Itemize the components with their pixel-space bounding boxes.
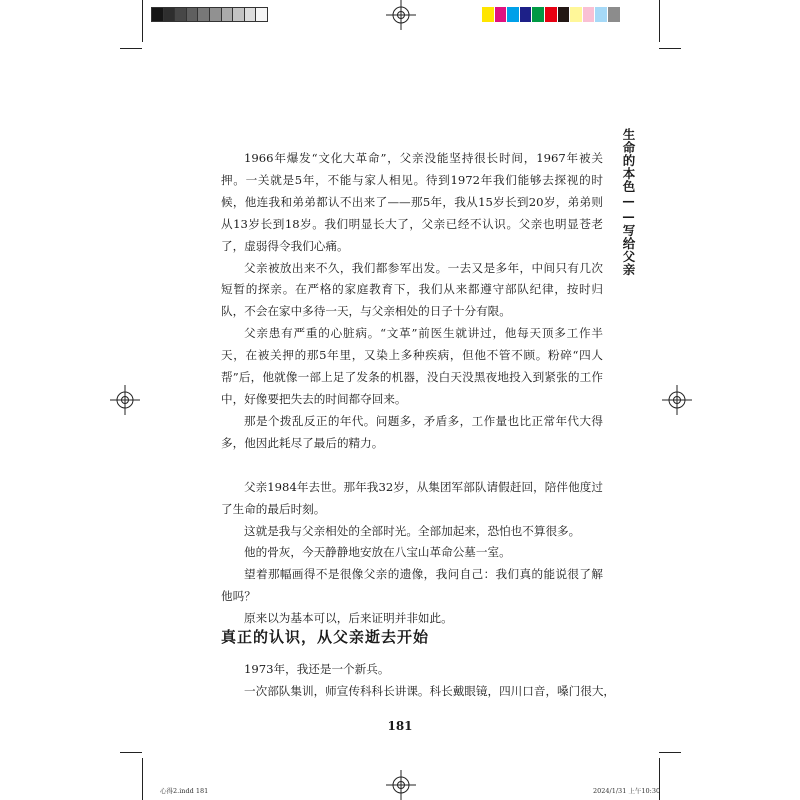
color-swatch xyxy=(595,7,608,22)
paragraph: 1973年，我还是一个新兵。 xyxy=(244,662,390,676)
crop-mark xyxy=(142,758,143,800)
article-body xyxy=(221,148,603,630)
color-swatch xyxy=(482,7,495,22)
print-slug-file: 心得2.indd 181 xyxy=(160,787,209,795)
color-swatch xyxy=(558,7,571,22)
crop-mark xyxy=(120,48,142,49)
crop-mark xyxy=(659,48,681,49)
color-swatch xyxy=(255,7,268,22)
paragraph: 一次部队集训，师宣传科科长讲课。科长戴眼镜，四川口音，嗓门很大， xyxy=(244,683,616,698)
registration-mark-icon xyxy=(110,385,140,415)
paragraph: 父亲1984年去世。那年我32岁，从集团军部队请假赶回，陪伴他度过了生命的最后时刻。 xyxy=(221,479,603,516)
color-bar xyxy=(482,7,621,22)
paragraph: 这就是我与父亲相处的全部时光。全部加起来，恐怕也不算很多。 xyxy=(244,523,581,538)
color-swatch xyxy=(532,7,545,22)
color-swatch xyxy=(608,7,621,22)
gray-scale-bar xyxy=(151,7,267,22)
paragraph: 1966年爆发“文化大革命”，父亲没能坚持很长时间，1967年被关押。一关就是5年，不能与家人相见。待到1972年我们能够去探视的时候，他连我和弟弟都认不出来了——那5年，我从15岁长到20岁，弟弟则从13岁长到18岁。我们明显长大了，父亲已经不认识。父亲也明显苍老了，虚弱得令我们心痛。 xyxy=(221,151,603,253)
color-swatch xyxy=(507,7,520,22)
crop-mark xyxy=(659,752,681,753)
color-swatch xyxy=(545,7,558,22)
crop-mark xyxy=(120,752,142,753)
running-header-title: 生命的本色——写给父亲 xyxy=(621,128,636,276)
paragraph: 他的骨灰，今天静静地安放在八宝山革命公墓一室。 xyxy=(244,545,511,560)
color-swatch xyxy=(570,7,583,22)
registration-mark-icon xyxy=(386,0,416,30)
paragraph-spacer xyxy=(221,455,603,477)
paragraph: 父亲患有严重的心脏病。“文革”前医生就讲过，他每天顶多工作半天，在被关押的那5年里，又染上多种疾病，但他不管不顾。粉碎“四人帮”后，他就像一部上足了发条的机器，没白天没黑夜地投入到紧张的工作中，好像要把失去的时间都夺回来。 xyxy=(221,326,603,406)
color-swatch xyxy=(583,7,596,22)
registration-mark-icon xyxy=(662,385,692,415)
paragraph: 父亲被放出来不久，我们都参军出发。一去又是多年，中间只有几次短暂的探亲。在严格的家庭教育下，我们从来都遵守部队纪律，按时归队，不会在家中多待一天，与父亲相处的日子十分有限。 xyxy=(221,260,603,319)
color-swatch xyxy=(495,7,508,22)
crop-mark xyxy=(659,0,660,42)
paragraph: 原来以为基本可以，后来证明并非如此。 xyxy=(244,611,453,626)
paragraph: 那是个拨乱反正的年代。问题多，矛盾多，工作量也比正常年代大得多，他因此耗尽了最后的精力。 xyxy=(221,413,603,450)
paragraph: 望着那幅画得不是很像父亲的遗像，我问自己：我们真的能说很了解他吗？ xyxy=(221,567,603,604)
page-number: 181 xyxy=(387,719,413,733)
print-slug-date: 2024/1/31 上午10:30 xyxy=(593,787,661,795)
section-body xyxy=(221,659,616,703)
registration-mark-icon xyxy=(386,770,416,800)
crop-mark xyxy=(142,0,143,42)
color-swatch xyxy=(520,7,533,22)
section-heading: 真正的认识，从父亲逝去开始 xyxy=(221,628,430,646)
